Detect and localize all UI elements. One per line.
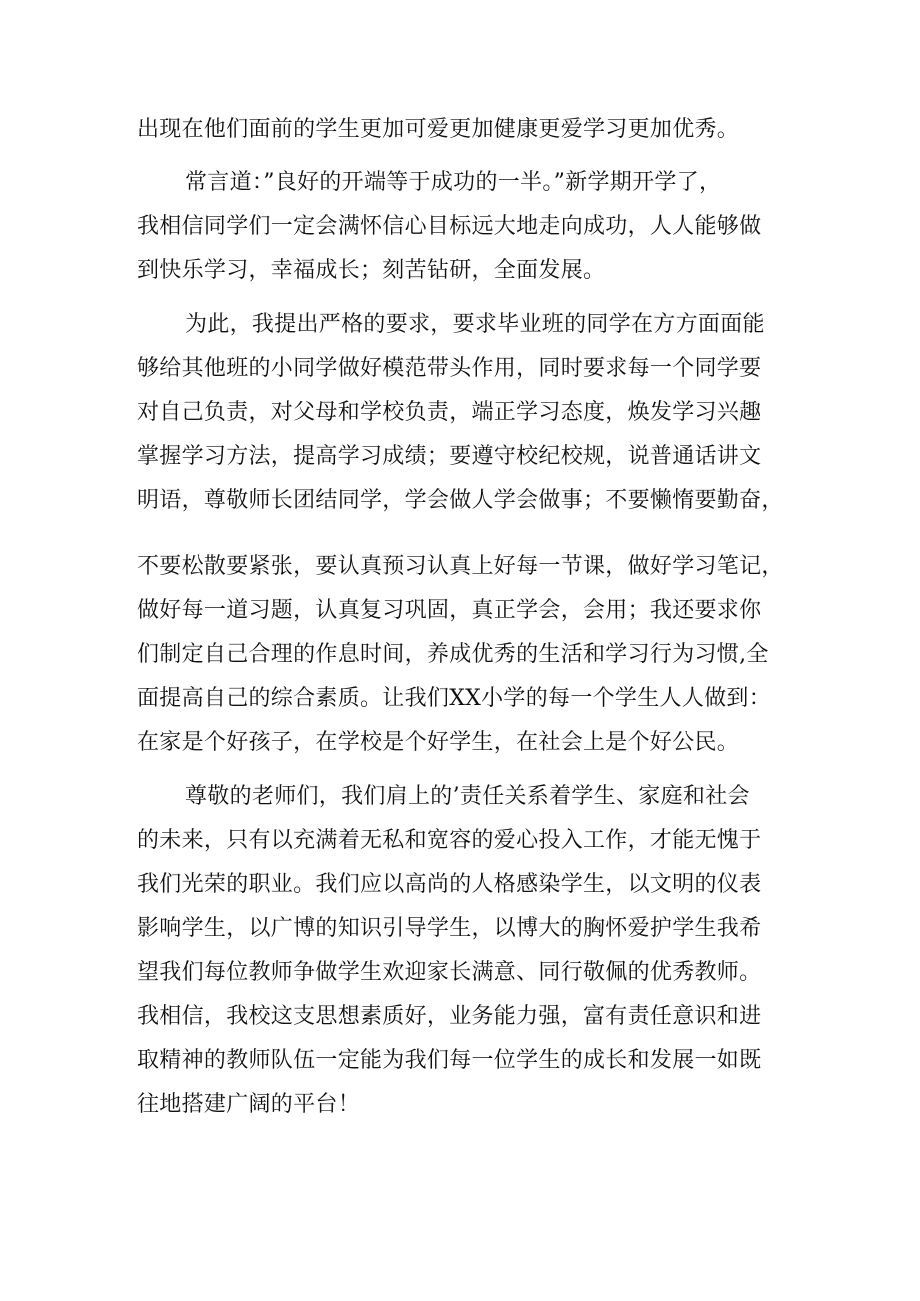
text-line: 不要松散要紧张，要认真预习认真上好每一节课，做好学习笔记， <box>137 554 784 579</box>
text-line: 对自己负责，对父母和学校负责，端正学习态度，焕发学习兴趣 <box>137 400 762 425</box>
text-line: 掌握学习方法，提高学习成绩；要遵守校纪校规，说普通话讲文 <box>137 444 762 469</box>
text-line: 在家是个好孩子，在学校是个好学生，在社会上是个好公民。 <box>137 730 740 755</box>
text-line: 出现在他们面前的学生更加可爱更加健康更爱学习更加优秀。 <box>137 117 740 142</box>
paragraph-start-line: 常言道：”良好的开端等于成功的一半。”新学期开学了， <box>185 170 722 195</box>
text-line: 面提高自己的综合素质。让我们XX小学的每一个学生人人做到： <box>137 686 772 711</box>
text-line: 取精神的教师队伍一定能为我们每一位学生的成长和发展一如既 <box>137 1048 762 1073</box>
text-line: 的未来，只有以充满着无私和宽容的爱心投入工作，才能无愧于 <box>137 828 762 853</box>
text-line: 我们光荣的职业。我们应以高尚的人格感染学生，以文明的仪表 <box>137 872 762 897</box>
text-line: 明语，尊敬师长团结同学，学会做人学会做事；不要懒惰要勤奋， <box>137 488 784 513</box>
text-line: 望我们每位教师争做学生欢迎家长满意、同行敬佩的优秀教师。 <box>137 960 762 985</box>
text-line: 往地搭建广阔的平台！ <box>137 1092 361 1117</box>
paragraph-start-line: 尊敬的老师们，我们肩上的’责任关系着学生、家庭和社会 <box>185 784 750 809</box>
text-line: 们制定自己合理的作息时间，养成优秀的生活和学习行为习惯,全 <box>137 642 769 667</box>
text-line: 到快乐学习，幸福成长；刻苦钻研，全面发展。 <box>137 258 606 283</box>
text-line: 我相信同学们一定会满怀信心目标远大地走向成功，人人能够做 <box>137 214 762 239</box>
text-line: 我相信，我校这支思想素质好，业务能力强，富有责任意识和进 <box>137 1004 762 1029</box>
text-line: 做好每一道习题，认真复习巩固，真正学会，会用；我还要求你 <box>137 598 762 623</box>
paragraph-start-line: 为此，我提出严格的要求，要求毕业班的同学在方方面面能 <box>185 312 765 337</box>
text-line: 够给其他班的小同学做好模范带头作用，同时要求每一个同学要 <box>137 356 762 381</box>
text-line: 影响学生，以广博的知识引导学生，以博大的胸怀爱护学生我希 <box>137 916 762 941</box>
